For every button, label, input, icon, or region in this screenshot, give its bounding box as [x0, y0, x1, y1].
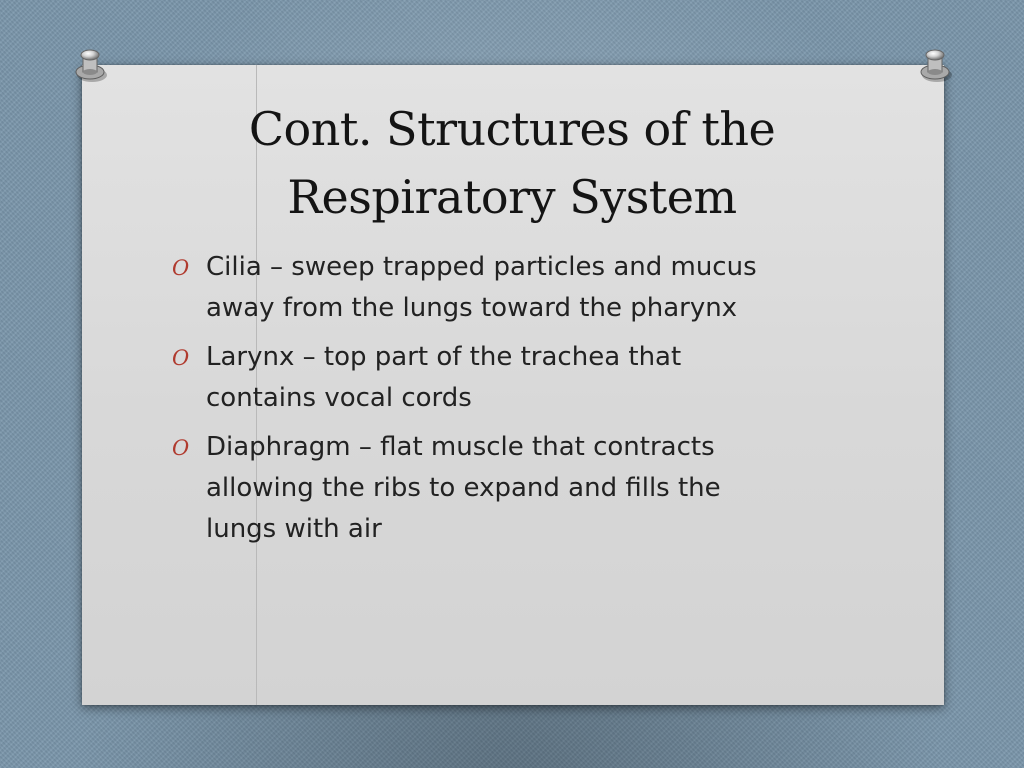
bullet-text-line: contains vocal cords [206, 383, 472, 413]
bullet-text-line: away from the lungs toward the pharynx [206, 293, 738, 323]
bullet-item-diaphragm [172, 427, 872, 550]
bullet-marker: O [172, 256, 190, 280]
bullet-marker: O [172, 436, 190, 460]
bullet-marker: O [172, 346, 190, 370]
bullet-list [172, 247, 872, 558]
bullet-text-line: Diaphragm – flat muscle that contracts [206, 432, 715, 462]
title-line-1: Cont. Structures of the [248, 102, 776, 156]
title-line-2: Respiratory System [287, 170, 737, 224]
bullet-text-line: Larynx – top part of the trachea that [206, 342, 682, 372]
slide-title [140, 95, 884, 231]
bullet-text-line: Cilia – sweep trapped particles and mucus [206, 252, 757, 282]
bullet-item-cilia [172, 247, 872, 329]
pushpin-icon [68, 42, 112, 86]
bullet-item-larynx [172, 337, 872, 419]
pushpin-icon [913, 42, 957, 86]
bullet-text-line: lungs with air [206, 514, 382, 544]
bullet-text-line: allowing the ribs to expand and fills the [206, 473, 721, 503]
